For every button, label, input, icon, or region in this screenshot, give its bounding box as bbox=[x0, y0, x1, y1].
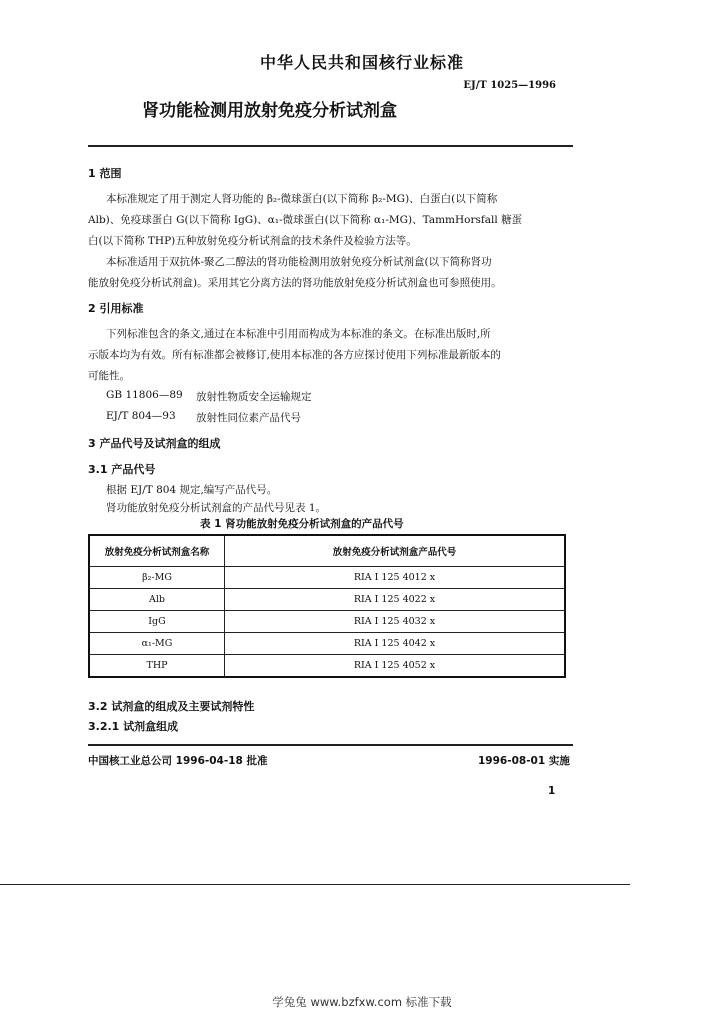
section-1-para2-line1: 本标准适用于双抗体-聚乙二醇法的肾功能检测用放射免疫分析试剂盒(以下简称肾功 bbox=[106, 256, 492, 268]
reference-title: 放射性同位素产品代号 bbox=[196, 412, 301, 424]
section-3-1-line2: 肾功能放射免疫分析试剂盒的产品代号见表 1。 bbox=[106, 502, 327, 514]
table-cell-kit-name: β₂-MG bbox=[89, 567, 225, 589]
section-3-1-line1: 根据 EJ/T 804 规定,编写产品代号。 bbox=[106, 484, 278, 496]
product-code-table bbox=[88, 534, 566, 678]
table-row bbox=[89, 655, 565, 678]
table-cell-kit-name: α₁-MG bbox=[89, 633, 225, 655]
section-2-para-line2: 示版本均为有效。所有标准都会被修订,使用本标准的各方应探讨使用下列标准最新版本的 bbox=[88, 349, 501, 361]
table-row bbox=[89, 567, 565, 589]
section-1-para1-line1: 本标准规定了用于测定人肾功能的 β₂-微球蛋白(以下简称 β₂-MG)、白蛋白(以下简称 bbox=[106, 193, 498, 205]
table-header-row bbox=[89, 535, 565, 567]
section-3-2-1-heading: 3.2.1 试剂盒组成 bbox=[88, 720, 179, 733]
page-bottom-rule bbox=[0, 884, 630, 885]
page-number: 1 bbox=[548, 785, 556, 797]
standard-code: EJ/T 1025—1996 bbox=[463, 80, 556, 91]
table-cell-product-code: RIA I 125 4042 x bbox=[225, 633, 566, 655]
title-rule bbox=[88, 145, 573, 147]
table-caption: 表 1 肾功能放射免疫分析试剂盒的产品代号 bbox=[200, 518, 404, 530]
table-cell-product-code: RIA I 125 4052 x bbox=[225, 655, 566, 678]
section-3-1-heading: 3.1 产品代号 bbox=[88, 463, 156, 476]
table-header-cell: 放射免疫分析试剂盒名称 bbox=[89, 535, 225, 567]
section-2-para-line3: 可能性。 bbox=[88, 370, 130, 382]
section-1-para2-line2: 能放射免疫分析试剂盒)。采用其它分离方法的肾功能放射免疫分析试剂盒也可参照使用。 bbox=[88, 277, 502, 289]
implementation-text: 1996-08-01 实施 bbox=[478, 755, 570, 767]
section-3-2-heading: 3.2 试剂盒的组成及主要试剂特性 bbox=[88, 700, 255, 713]
table-cell-product-code: RIA I 125 4032 x bbox=[225, 611, 566, 633]
section-1-heading: 1 范围 bbox=[88, 167, 122, 180]
reference-title: 放射性物质安全运输规定 bbox=[196, 391, 312, 403]
table-cell-product-code: RIA I 125 4022 x bbox=[225, 589, 566, 611]
table-header-cell: 放射免疫分析试剂盒产品代号 bbox=[225, 535, 566, 567]
document-title: 肾功能检测用放射免疫分析试剂盒 bbox=[142, 101, 397, 121]
table-cell-product-code: RIA I 125 4012 x bbox=[225, 567, 566, 589]
table-cell-kit-name: IgG bbox=[89, 611, 225, 633]
reference-code: EJ/T 804—93 bbox=[106, 410, 176, 422]
footer-rule bbox=[88, 744, 573, 746]
standard-title: 中华人民共和国核行业标准 bbox=[259, 53, 464, 72]
approval-text: 中国核工业总公司 1996-04-18 批准 bbox=[88, 755, 268, 767]
section-1-para1-line3: 白(以下简称 THP)五种放射免疫分析试剂盒的技术条件及检验方法等。 bbox=[88, 235, 417, 247]
section-2-para-line1: 下列标准包含的条文,通过在本标准中引用而构成为本标准的条文。在标准出版时,所 bbox=[106, 328, 491, 340]
table-cell-kit-name: Alb bbox=[89, 589, 225, 611]
table-row bbox=[89, 633, 565, 655]
table-cell-kit-name: THP bbox=[89, 655, 225, 678]
table-row bbox=[89, 589, 565, 611]
section-3-heading: 3 产品代号及试剂盒的组成 bbox=[88, 437, 221, 450]
reference-code: GB 11806—89 bbox=[106, 389, 183, 401]
table-row bbox=[89, 611, 565, 633]
section-2-heading: 2 引用标准 bbox=[88, 302, 144, 315]
section-1-para1-line2: Alb)、免疫球蛋白 G(以下简称 IgG)、α₁-微球蛋白(以下简称 α₁-MG)、TammHorsfall 糖蛋 bbox=[88, 214, 523, 226]
watermark-text: 学兔兔 www.bzfxw.com 标准下载 bbox=[272, 995, 452, 1009]
